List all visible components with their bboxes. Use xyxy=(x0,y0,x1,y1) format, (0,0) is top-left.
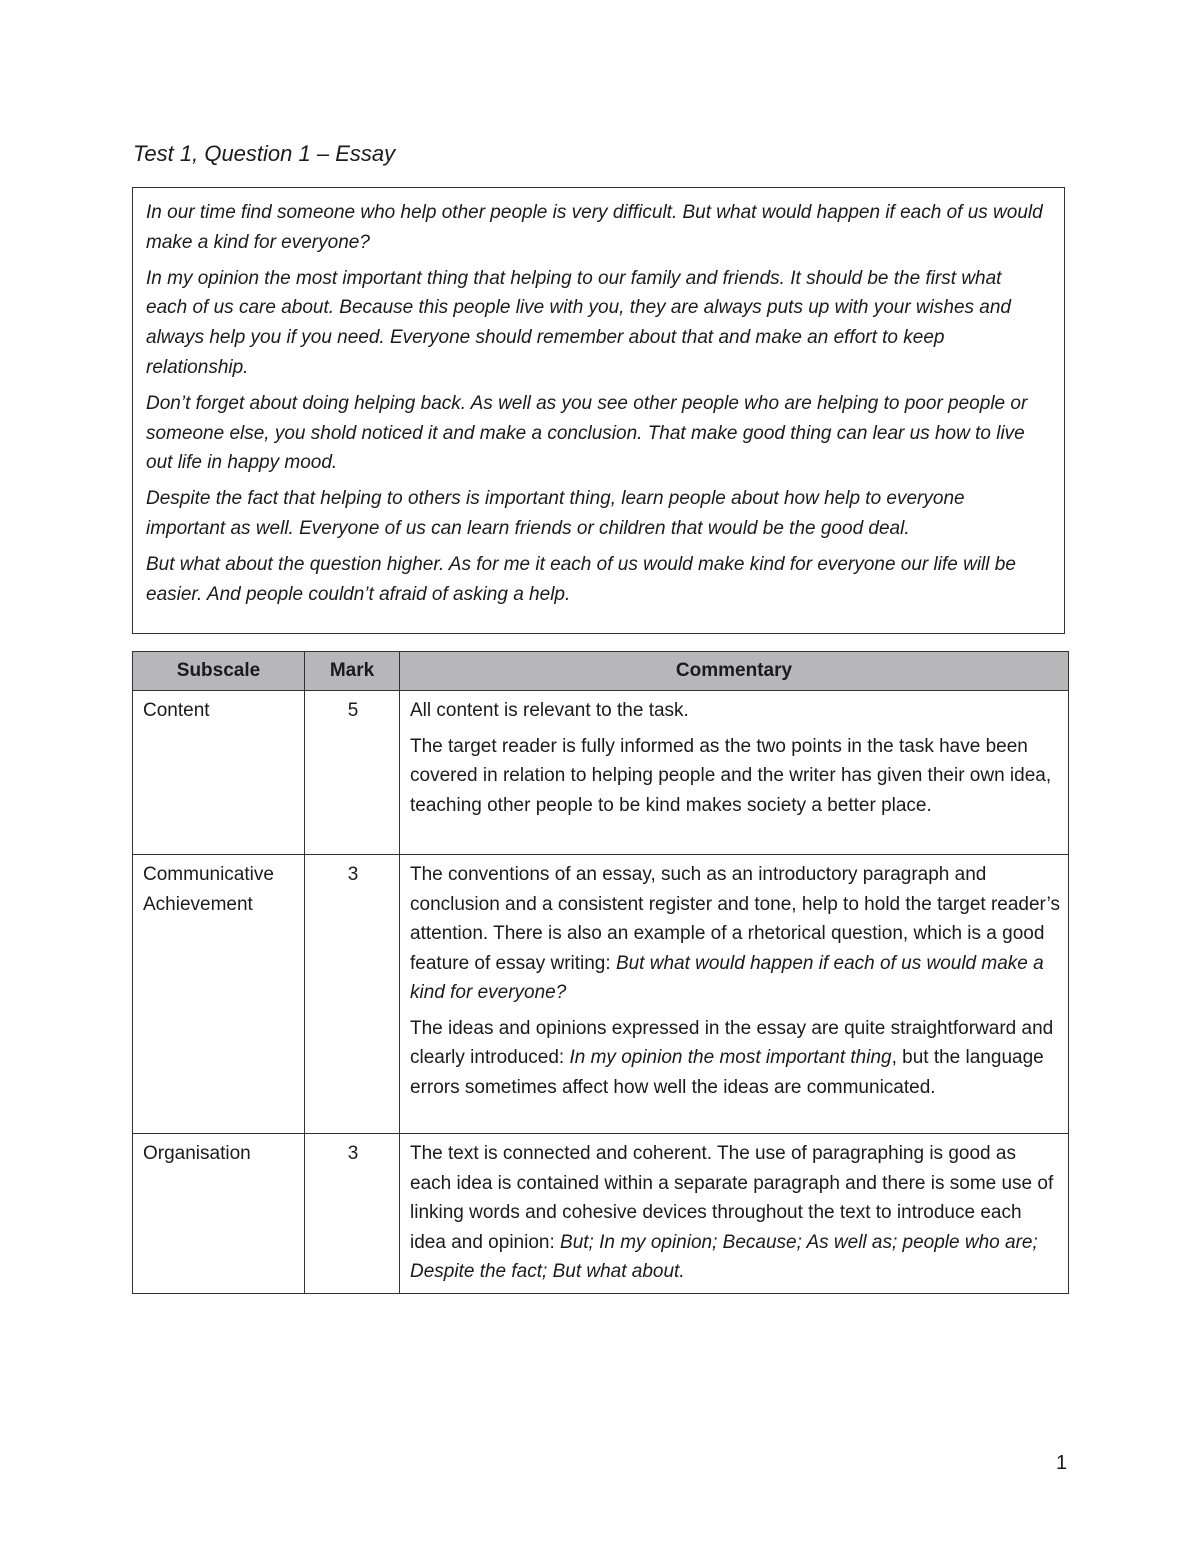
commentary-quote: But what would happen if each of us would make a kind for everyone? xyxy=(410,952,1044,1003)
header-commentary: Commentary xyxy=(400,652,1069,691)
commentary-paragraph xyxy=(410,860,1060,1008)
subscale-cell: Communicative Achievement xyxy=(133,855,305,1134)
commentary-text: The text is connected and coherent. The use of paragraphing is good as each idea is contained within a separate paragraph and there is some use of linking words and cohesive devices throughout the text to introduce each idea and opinion: xyxy=(410,1143,1054,1253)
commentary-paragraph xyxy=(410,1014,1060,1103)
header-subscale: Subscale xyxy=(133,652,305,691)
essay-paragraph: In our time find someone who help other people is very difficult. But what would happen if each of us would make a kind for everyone? xyxy=(146,202,1043,253)
essay-paragraph: Despite the fact that helping to others is important thing, learn people about how help to everyone important as well. Everyone of us can learn friends or children that would be the good deal. xyxy=(146,488,965,539)
table-header-row xyxy=(133,652,1069,691)
header-mark: Mark xyxy=(305,652,400,691)
mark-cell: 5 xyxy=(305,691,400,855)
commentary-cell xyxy=(400,1134,1069,1294)
mark-cell: 3 xyxy=(305,855,400,1134)
commentary-text: The ideas and opinions expressed in the essay are quite straightforward and clearly introduced: xyxy=(410,1017,1054,1068)
commentary-paragraph: The target reader is fully informed as the two points in the task have been covered in relation to helping people and the writer has given their own idea, teaching other people to be kind makes society a better place. xyxy=(410,735,1052,816)
subscale-cell: Organisation xyxy=(133,1134,305,1294)
commentary-quote: But; In my opinion; Because; As well as; people who are; Despite the fact; But what about. xyxy=(410,1231,1038,1282)
essay-paragraph: Don’t forget about doing helping back. As well as you see other people who are helping to poor people or someone else, you shold noticed it and make a conclusion. That make good thing can lear us how to live out life in happy mood. xyxy=(146,392,1028,474)
assessment-table xyxy=(132,651,1069,1294)
table-row xyxy=(133,691,1069,855)
commentary-text: The conventions of an essay, such as an introductory paragraph and conclusion and a consistent register and tone, help to hold the target reader’s attention. There is also an example of a rhetorical question, which is a good feature of essay writing: xyxy=(410,864,1060,974)
mark-cell: 3 xyxy=(305,1134,400,1294)
commentary-paragraph: All content is relevant to the task. xyxy=(410,700,689,721)
page-title: Test 1, Question 1 – Essay xyxy=(133,141,396,166)
commentary-cell xyxy=(400,691,1069,855)
essay-paragraph: But what about the question higher. As for me it each of us would make kind for everyone our life will be easier. And people couldn’t afraid of asking a help. xyxy=(146,553,1016,605)
table-row xyxy=(133,855,1069,1134)
page-number: 1 xyxy=(1056,1452,1068,1474)
essay-text-box xyxy=(132,187,1065,634)
table-row xyxy=(133,1134,1069,1294)
commentary-cell xyxy=(400,855,1069,1134)
essay-paragraph: In my opinion the most important thing that helping to our family and friends. It should be the first what each of us care about. Because this people live with you, they are always puts up with your wishes and always help you if you need. Everyone should remember about that and make an effort to keep relationship. xyxy=(146,267,1011,378)
commentary-paragraph xyxy=(410,1139,1060,1287)
commentary-text: , but the language errors sometimes affect how well the ideas are communicated. xyxy=(410,1047,1044,1098)
commentary-quote: In my opinion the most important thing xyxy=(569,1047,892,1068)
subscale-cell: Content xyxy=(133,691,305,855)
